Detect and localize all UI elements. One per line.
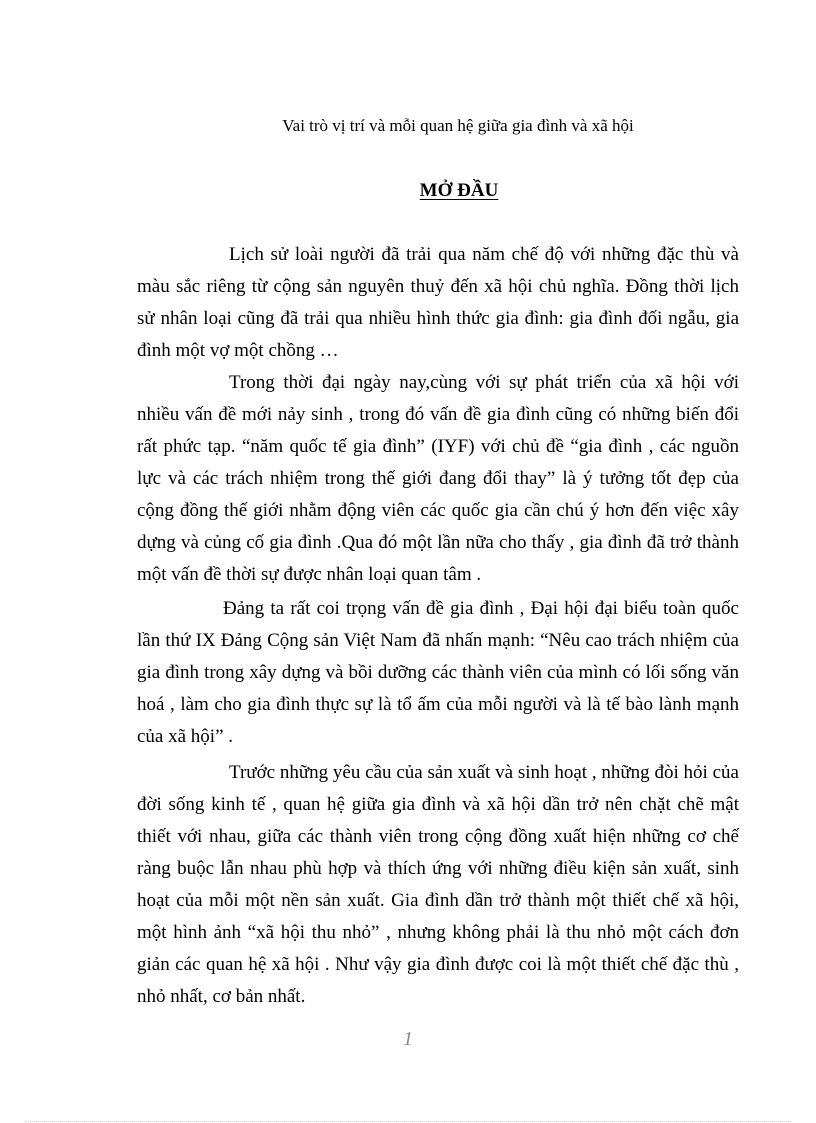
document-title: Vai trò vị trí và mỗi quan hệ giữa gia đình và xã hội <box>282 116 634 135</box>
section-heading: MỞ ĐẦU <box>419 180 499 201</box>
paragraph-1: Lịch sử loài người đã trải qua năm chế độ với những đặc thù và màu sắc riêng từ cộng sản nguyên thuỷ đến xã hội chủ nghĩa. Đồng thời lịch sử nhân loại cũng đã trải qua nhiều hình thức gia đình: gia đình đối ngẫu, gia đình một vợ một chồng … <box>137 244 739 361</box>
page-number: 1 <box>403 1028 413 1050</box>
body-text <box>137 239 739 1013</box>
paragraph-3: Đảng ta rất coi trọng vấn đề gia đình , Đại hội đại biểu toàn quốc lần thứ IX Đảng Cộng sản Việt Nam đã nhấn mạnh: “Nêu cao trách nhiệm của gia đình trong xây dựng và bồi dưỡng các thành viên của mình có lối sống văn hoá , làm cho gia đình thực sự là tổ ấm của mỗi người và là tế bào lành mạnh của xã hội” . <box>137 598 739 747</box>
paragraph-2: Trong thời đại ngày nay,cùng với sự phát triển của xã hội với nhiều vấn đề mới nảy sinh , trong đó vấn đề gia đình cũng có những biến đổi rất phức tạp. “năm quốc tế gia đình” (IYF) với chủ đề “gia đình , các nguồn lực và các trách nhiệm trong thế giới đang đổi thay” là ý tưởng tốt đẹp của cộng đồng thế giới nhằm động viên các quốc gia cần chú ý hơn đến việc xây dựng và củng cố gia đình .Qua đó một lần nữa cho thấy , gia đình đã trở thành một vấn đề thời sự được nhân loại quan tâm . <box>137 372 739 585</box>
paragraph-4: Trước những yêu cầu của sản xuất và sinh hoạt , những đòi hỏi của đời sống kinh tế , quan hệ giữa gia đình và xã hội dần trở nên chặt chẽ mật thiết với nhau, giữa các thành viên trong cộng đồng xuất hiện những cơ chế ràng buộc lẫn nhau phù hợp và thích ứng với những điều kiện sản xuất, sinh hoạt của mỗi một nền sản xuất. Gia đình dần trở thành một thiết chế xã hội, một hình ảnh “xã hội thu nhỏ” , nhưng không phải là thu nhỏ một cách đơn giản các quan hệ xã hội . Như vậy gia đình được coi là một thiết chế đặc thù , nhỏ nhất, cơ bản nhất. <box>137 762 739 1007</box>
page-bottom-divider <box>25 1121 791 1122</box>
